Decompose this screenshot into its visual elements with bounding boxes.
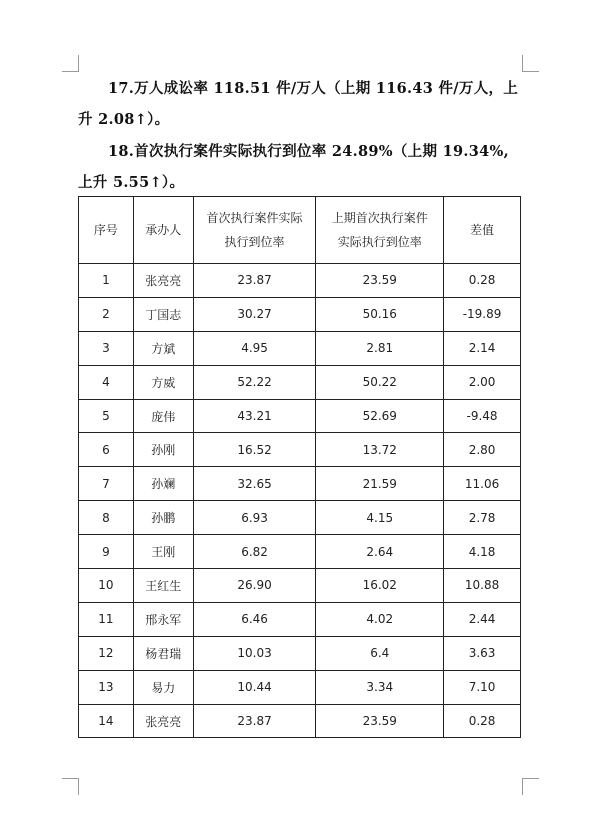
- cell-previous-rate: 2.81: [316, 331, 444, 365]
- cell-seq: 8: [79, 501, 134, 535]
- table-row: [79, 535, 521, 569]
- table-row: [79, 569, 521, 603]
- cell-seq: 10: [79, 569, 134, 603]
- header-current-rate: [193, 197, 316, 264]
- table-row: [79, 602, 521, 636]
- cell-diff: 2.44: [444, 602, 521, 636]
- header-previous-rate: [316, 197, 444, 264]
- table-body: [79, 264, 521, 738]
- cell-handler: 孙斓: [133, 467, 193, 501]
- cell-handler: 孙刚: [133, 433, 193, 467]
- cell-diff: 2.00: [444, 365, 521, 399]
- cell-previous-rate: 4.02: [316, 602, 444, 636]
- cell-handler: 王红生: [133, 569, 193, 603]
- cell-seq: 1: [79, 264, 134, 298]
- header-previous-rate-line-2: 实际执行到位率: [337, 235, 422, 249]
- table-row: [79, 636, 521, 670]
- table-row: [79, 433, 521, 467]
- crop-mark-bottom-left: [62, 778, 79, 795]
- table-row: [79, 399, 521, 433]
- cell-previous-rate: 50.22: [316, 365, 444, 399]
- cell-seq: 11: [79, 602, 134, 636]
- paragraph-18-line-2: 上升 5.55↑）。: [78, 174, 185, 191]
- cell-handler: 庞伟: [133, 399, 193, 433]
- cell-handler: 方斌: [133, 331, 193, 365]
- cell-current-rate: 23.87: [193, 704, 316, 738]
- table-row: [79, 264, 521, 298]
- header-handler: 承办人: [133, 197, 193, 264]
- table-row: [79, 670, 521, 704]
- paragraph-17-line-2: 升 2.08↑）。: [78, 111, 170, 128]
- cell-seq: 6: [79, 433, 134, 467]
- cell-previous-rate: 21.59: [316, 467, 444, 501]
- table-header-row: [79, 197, 521, 264]
- paragraph-18: [78, 136, 526, 198]
- cell-current-rate: 43.21: [193, 399, 316, 433]
- cell-handler: 王刚: [133, 535, 193, 569]
- cell-diff: 2.14: [444, 331, 521, 365]
- cell-diff: -9.48: [444, 399, 521, 433]
- table-row: [79, 331, 521, 365]
- cell-current-rate: 4.95: [193, 331, 316, 365]
- table-row: [79, 501, 521, 535]
- cell-handler: 张亮亮: [133, 704, 193, 738]
- cell-previous-rate: 4.15: [316, 501, 444, 535]
- cell-current-rate: 26.90: [193, 569, 316, 603]
- table-row: [79, 365, 521, 399]
- cell-seq: 12: [79, 636, 134, 670]
- cell-seq: 9: [79, 535, 134, 569]
- cell-current-rate: 23.87: [193, 264, 316, 298]
- cell-previous-rate: 52.69: [316, 399, 444, 433]
- cell-current-rate: 30.27: [193, 297, 316, 331]
- cell-diff: 0.28: [444, 264, 521, 298]
- header-current-rate-line-2: 执行到位率: [224, 235, 285, 249]
- cell-handler: 孙鹏: [133, 501, 193, 535]
- cell-handler: 杨君瑞: [133, 636, 193, 670]
- cell-previous-rate: 50.16: [316, 297, 444, 331]
- cell-previous-rate: 23.59: [316, 704, 444, 738]
- crop-mark-top-left: [62, 55, 79, 72]
- paragraph-18-line-1: 18.首次执行案件实际执行到位率 24.89%（上期 19.34%,: [108, 143, 509, 160]
- cell-current-rate: 6.93: [193, 501, 316, 535]
- cell-diff: 10.88: [444, 569, 521, 603]
- cell-seq: 5: [79, 399, 134, 433]
- table-row: [79, 297, 521, 331]
- cell-previous-rate: 3.34: [316, 670, 444, 704]
- cell-previous-rate: 13.72: [316, 433, 444, 467]
- execution-rate-table: [78, 196, 521, 738]
- cell-handler: 丁国志: [133, 297, 193, 331]
- table-row: [79, 467, 521, 501]
- cell-current-rate: 52.22: [193, 365, 316, 399]
- cell-seq: 4: [79, 365, 134, 399]
- cell-handler: 邢永军: [133, 602, 193, 636]
- cell-diff: 0.28: [444, 704, 521, 738]
- cell-diff: 7.10: [444, 670, 521, 704]
- cell-diff: -19.89: [444, 297, 521, 331]
- cell-diff: 3.63: [444, 636, 521, 670]
- cell-current-rate: 10.03: [193, 636, 316, 670]
- cell-diff: 2.80: [444, 433, 521, 467]
- cell-current-rate: 6.46: [193, 602, 316, 636]
- cell-seq: 3: [79, 331, 134, 365]
- cell-diff: 4.18: [444, 535, 521, 569]
- cell-previous-rate: 6.4: [316, 636, 444, 670]
- header-diff: 差值: [444, 197, 521, 264]
- cell-handler: 张亮亮: [133, 264, 193, 298]
- cell-seq: 14: [79, 704, 134, 738]
- crop-mark-top-right: [522, 55, 539, 72]
- cell-seq: 7: [79, 467, 134, 501]
- cell-handler: 方威: [133, 365, 193, 399]
- cell-current-rate: 16.52: [193, 433, 316, 467]
- cell-seq: 13: [79, 670, 134, 704]
- cell-diff: 2.78: [444, 501, 521, 535]
- cell-previous-rate: 16.02: [316, 569, 444, 603]
- cell-previous-rate: 23.59: [316, 264, 444, 298]
- header-seq: 序号: [79, 197, 134, 264]
- paragraph-17: [78, 73, 526, 135]
- cell-handler: 易力: [133, 670, 193, 704]
- header-previous-rate-line-1: 上期首次执行案件: [331, 211, 428, 225]
- cell-previous-rate: 2.64: [316, 535, 444, 569]
- paragraph-17-line-1: 17.万人成讼率 118.51 件/万人（上期 116.43 件/万人，上: [108, 80, 519, 97]
- header-current-rate-line-1: 首次执行案件实际: [206, 211, 303, 225]
- crop-mark-bottom-right: [522, 778, 539, 795]
- cell-diff: 11.06: [444, 467, 521, 501]
- cell-seq: 2: [79, 297, 134, 331]
- cell-current-rate: 6.82: [193, 535, 316, 569]
- cell-current-rate: 10.44: [193, 670, 316, 704]
- table-row: [79, 704, 521, 738]
- cell-current-rate: 32.65: [193, 467, 316, 501]
